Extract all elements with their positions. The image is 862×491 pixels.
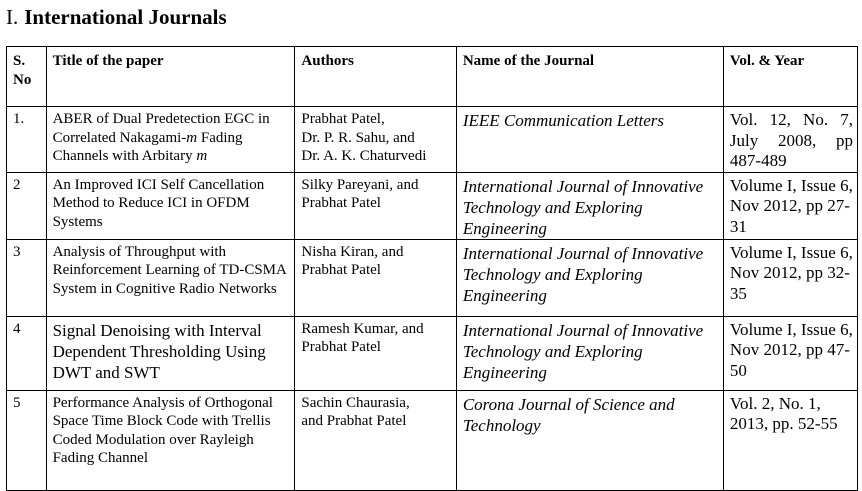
cell-title: Signal Denoising with Interval Dependent Thresholding Using DWT and SWT [46, 316, 295, 390]
cell-sno: 4 [7, 316, 47, 390]
section-heading [6, 4, 227, 30]
journals-table [6, 46, 858, 491]
cell-vol: Vol. 2, No. 1, 2013, pp. 52-55 [723, 390, 857, 490]
table-row [7, 390, 858, 490]
cell-vol: Volume I, Issue 6, Nov 2012, pp 27-31 [723, 172, 857, 239]
header-vol: Vol. & Year [723, 47, 857, 107]
cell-vol: Volume I, Issue 6, Nov 2012, pp 47-50 [723, 316, 857, 390]
cell-journal: International Journal of Innovative Technology and Exploring Engineering [456, 172, 723, 239]
cell-journal: International Journal of Innovative Technology and Exploring Engineering [456, 316, 723, 390]
cell-title: Analysis of Throughput with Reinforcement Learning of TD-CSMA System in Cognitive Radio Networks [46, 239, 295, 316]
cell-title: An Improved ICI Self Cancellation Method to Reduce ICI in OFDM Systems [46, 172, 295, 239]
cell-authors: Ramesh Kumar, and Prabhat Patel [295, 316, 456, 390]
table-row [7, 107, 858, 173]
cell-sno: 5 [7, 390, 47, 490]
table-row [7, 316, 858, 390]
cell-title: ABER of Dual Predetection EGC in Correlated Nakagami-m Fading Channels with Arbitary m [46, 107, 295, 173]
header-journal: Name of the Journal [456, 47, 723, 107]
header-title: Title of the paper [46, 47, 295, 107]
cell-journal: IEEE Communication Letters [456, 107, 723, 173]
cell-journal: Corona Journal of Science and Technology [456, 390, 723, 490]
cell-vol: Vol. 12, No. 7, July 2008, pp 487-489 [723, 107, 857, 173]
cell-sno: 2 [7, 172, 47, 239]
table-header-row [7, 47, 858, 107]
cell-journal: International Journal of Innovative Technology and Exploring Engineering [456, 239, 723, 316]
cell-authors: Prabhat Patel, Dr. P. R. Sahu, and Dr. A. K. Chaturvedi [295, 107, 456, 173]
cell-vol: Volume I, Issue 6, Nov 2012, pp 32-35 [723, 239, 857, 316]
cell-title: Performance Analysis of Orthogonal Space Time Block Code with Trellis Coded Modulation over Rayleigh Fading Channel [46, 390, 295, 490]
section-title: International Journals [24, 5, 227, 29]
cell-authors: Sachin Chaurasia, and Prabhat Patel [295, 390, 456, 490]
header-authors: Authors [295, 47, 456, 107]
table-row [7, 239, 858, 316]
header-sno: S. No [7, 47, 47, 107]
cell-sno: 1. [7, 107, 47, 173]
table-row [7, 172, 858, 239]
section-number: I. [6, 5, 19, 29]
cell-sno: 3 [7, 239, 47, 316]
cell-authors: Nisha Kiran, and Prabhat Patel [295, 239, 456, 316]
cell-authors: Silky Pareyani, and Prabhat Patel [295, 172, 456, 239]
